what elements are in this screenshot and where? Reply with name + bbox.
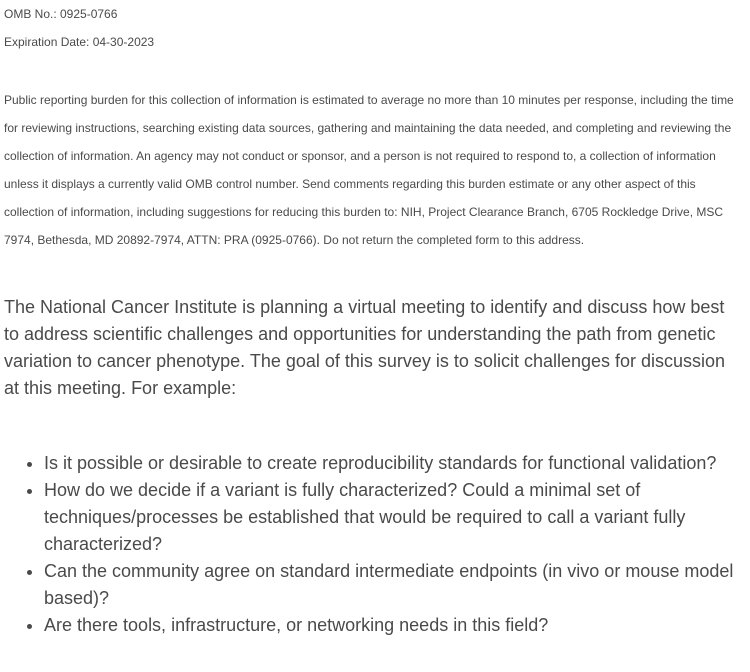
list-item: • Are there tools, infrastructure, or networking needs in this field? (44, 612, 744, 639)
survey-intro-page (4, 0, 744, 639)
list-item: • Can the community agree on standard intermediate endpoints (in vivo or mouse model based)? (44, 558, 744, 612)
list-item: • Is it possible or desirable to create reproducibility standards for functional validation? (44, 450, 744, 477)
survey-intro: The National Cancer Institute is planning a virtual meeting to identify and discuss how best to address scientific challenges and opportunities for understanding the path from genetic variation to cancer phenotype. The goal of this survey is to solicit challenges for discussion at this meeting. For example: (4, 297, 726, 398)
example-questions-list (4, 450, 744, 639)
burden-statement: Public reporting burden for this collection of information is estimated to average no more than 10 minutes per response, including the time for reviewing instructions, searching existing data sources, gathering and maintaining the data needed, and completing and reviewing the collection of information. An agency may not conduct or sponsor, and a person is not required to respond to, a collection of information unless it displays a currently valid OMB control number. Send comments regarding this burden estimate or any other aspect of this collection of information, including suggestions for reducing this burden to: NIH, Project Clearance Branch, 6705 Rockledge Drive, MSC 7974, Bethesda, MD 20892-7974, ATTN: PRA (0925-0766). Do not return the completed form to this address. (4, 93, 734, 247)
omb-number: OMB No.: 0925-0766 (4, 7, 118, 21)
omb-info (4, 0, 744, 56)
expiration-date: Expiration Date: 04-30-2023 (4, 35, 155, 49)
list-item: • How do we decide if a variant is fully characterized? Could a minimal set of techniques/processes be established that would be required to call a variant fully characterized? (44, 477, 744, 558)
